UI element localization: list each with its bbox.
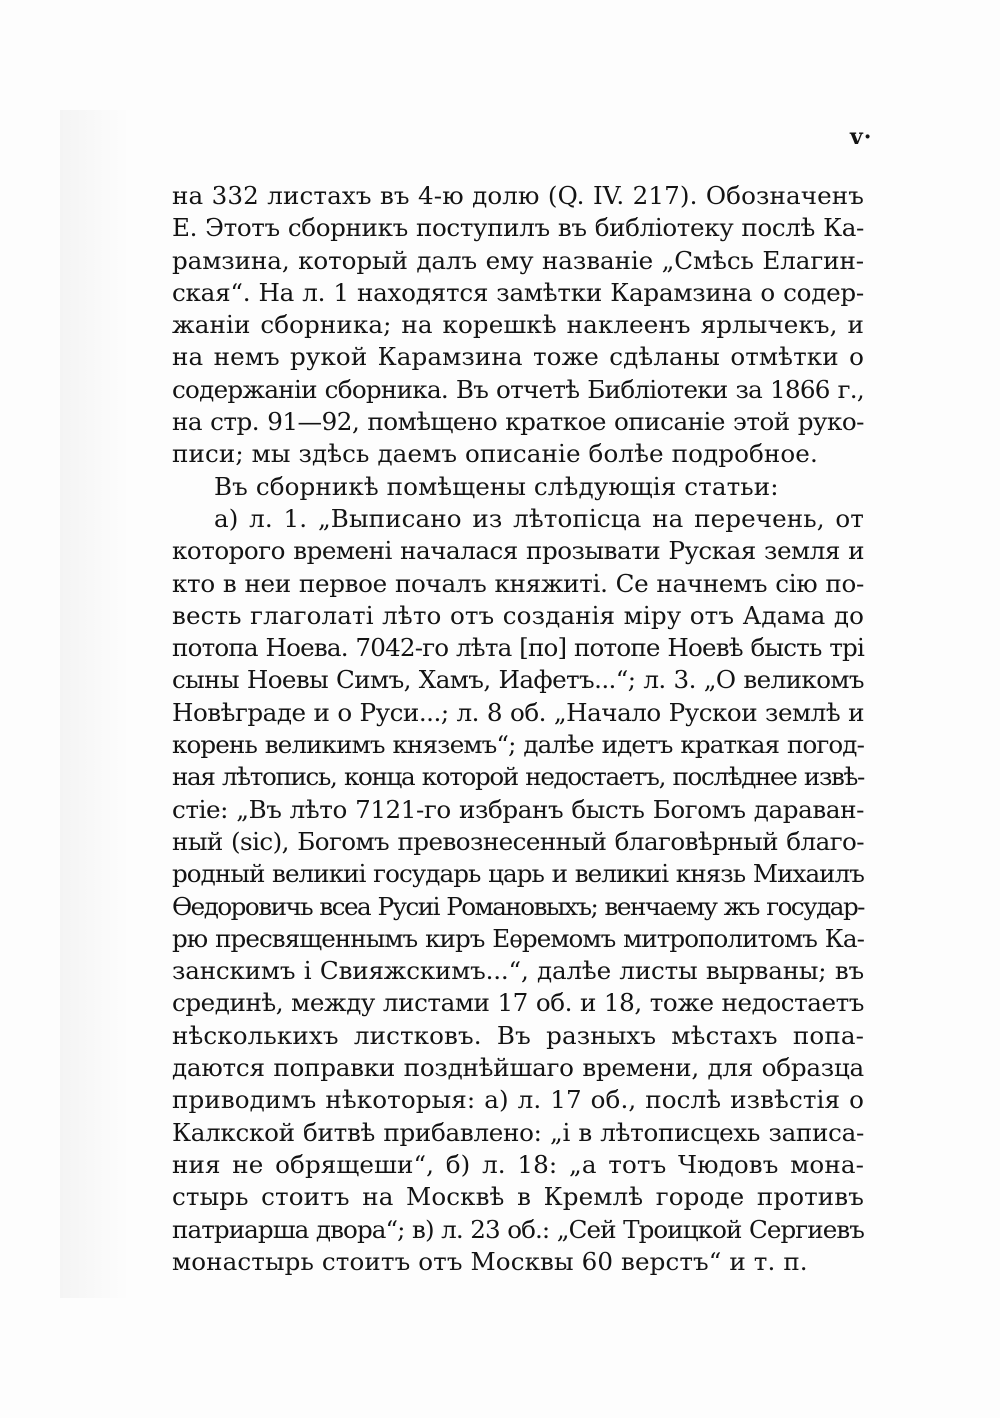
text-line: сыны Ноевы Симъ, Хамъ, Иафетъ...“; л. 3. „О великомъ	[172, 665, 864, 695]
text-line: Въ сборникѣ помѣщены слѣдующія статьи:	[214, 471, 779, 501]
text-line: на немъ рукой Карамзина тоже сдѣланы отмѣтки о	[172, 342, 864, 372]
text-line: ния не обрящеши“, б) л. 18: „а тотъ Чюдовъ мона-	[172, 1149, 864, 1179]
text-line: а) л. 1. „Выписано из лѣтопісца на перечень, от	[214, 503, 864, 533]
text-line: монастырь стоитъ отъ Москвы 60 верстъ“ и т. п.	[172, 1246, 808, 1276]
text-line: жаніи сборника; на корешкѣ наклеенъ ярлычекъ, и	[172, 310, 864, 340]
text-line: ный (sic), Богомъ превознесенный благовѣрный благо-	[172, 826, 864, 856]
text-line: на стр. 91—92, помѣщено краткое описаніе этой руко-	[172, 407, 864, 437]
text-line: содержаніи сборника. Въ отчетѣ Библіотеки за 1866 г.,	[172, 374, 864, 404]
page-shadow	[60, 110, 130, 1298]
text-line: писи; мы здѣсь даемъ описаніе болѣе подробное.	[172, 439, 818, 469]
text-line: на 332 листахъ въ 4-ю долю (Q. IV. 217). Обозначенъ	[172, 181, 864, 210]
text-line: ная лѣтопись, конца которой недостаетъ, послѣднее извѣ-	[172, 762, 864, 792]
text-line: приводимъ нѣкоторыя: а) л. 17 об., послѣ извѣстія о	[172, 1085, 864, 1115]
text-line: Ѳедоровичь всеа Русиі Романовыхъ; венчаему жъ государ-	[172, 891, 864, 921]
text-line: которого времені началася прозывати Руская земля и	[172, 536, 864, 566]
text-line: стіе: „Въ лѣто 7121-го избранъ бысть Богомъ дараван-	[172, 794, 864, 824]
text-line: стырь стоитъ на Москвѣ в Кремлѣ городе противъ	[172, 1182, 864, 1212]
text-line: срединѣ, между листами 17 об. и 18, тоже недостаетъ	[172, 988, 864, 1018]
text-line: даются поправки позднѣйшаго времени, для образца	[172, 1053, 864, 1083]
text-line: корень великимъ княземъ“; далѣе идетъ краткая погод-	[172, 730, 864, 760]
text-line: потопа Ноева. 7042-го лѣта [по] потопе Ноевѣ бысть трі	[172, 633, 864, 663]
text-line: Новѣграде и о Руси...; л. 8 об. „Начало Рускои землѣ и	[172, 697, 864, 727]
text-line: Калкской битвѣ прибавлено: „і в лѣтописцехь записа-	[172, 1117, 864, 1147]
text-line: рю пресвященнымъ киръ Еѳремомъ митрополитомъ Ка-	[172, 923, 864, 953]
text-line: занскимъ і Свияжскимъ...“, далѣе листы вырваны; въ	[172, 956, 864, 986]
text-line: патриарша двора“; в) л. 23 об.: „Сей Троицкой Сергиевъ	[172, 1214, 864, 1244]
text-line: Е. Этотъ сборникъ поступилъ въ библіотеку послѣ Ка-	[172, 213, 864, 243]
text-line: родный великиі государь царь и великиі князь Михаилъ	[172, 859, 864, 889]
text-line: рамзина, который далъ ему названіе „Смѣсь Елагин-	[172, 245, 864, 275]
text-line: нѣсколькихъ листковъ. Въ разныхъ мѣстахъ попа-	[172, 1020, 864, 1050]
text-line: ская“. На л. 1 находятся замѣтки Карамзина о содер-	[172, 277, 864, 307]
text-line: кто в неи первое почалъ княжиті. Се начнемъ сію по-	[172, 568, 864, 598]
page-number: v·	[850, 124, 873, 150]
body-text	[172, 180, 864, 1278]
text-line: весть глаголаті лѣто отъ созданія міру отъ Адама до	[172, 600, 864, 630]
